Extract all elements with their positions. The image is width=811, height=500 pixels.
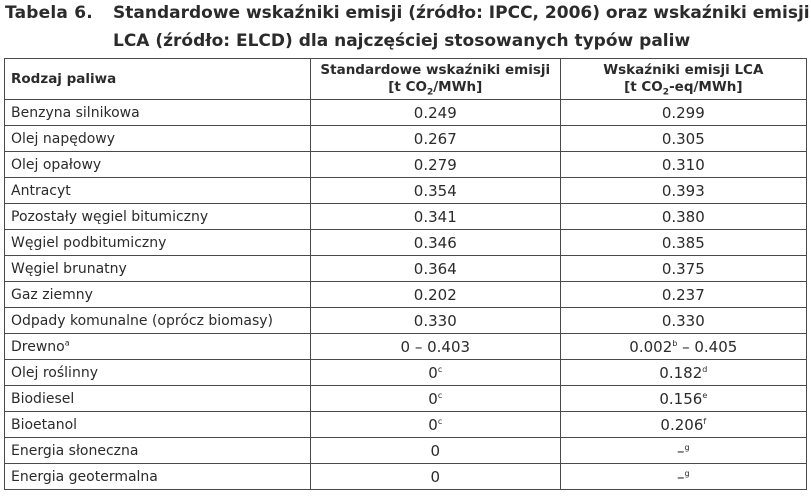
standard-factor-cell [310,334,560,360]
standard-factor-cell [310,412,560,438]
lca-factor-cell [560,438,806,464]
fuel-type-cell [5,256,311,282]
fuel-type-name: Drewno [11,338,65,355]
lca-factor-value: 0.299 [661,103,705,122]
fuel-type-cell [5,308,311,334]
standard-factor-value: 0 [428,415,438,434]
fuel-type-name: Energia geotermalna [11,468,158,485]
lca-factor-cell [560,152,806,178]
lca-factor-cell [560,256,806,282]
table-row [5,308,807,334]
standard-factor-cell [310,152,560,178]
lca-factor-value: 0.237 [661,285,705,304]
fuel-type-name: Biodiesel [11,390,75,407]
lca-factor-value: 0.156 [659,389,703,408]
fuel-type-name: Węgiel brunatny [11,260,127,277]
header-fuel-type-label: Rodzaj paliwa [11,70,117,87]
header-standard-factors [310,59,560,100]
standard-factor-cell [310,178,560,204]
table-caption [0,0,811,56]
lca-factor-value: 0.380 [661,207,705,226]
footnote-marker: c [437,390,443,400]
standard-factor-cell [310,256,560,282]
fuel-type-name: Gaz ziemny [11,286,93,303]
standard-factor-value: 0.279 [413,155,457,174]
lca-factor-cell [560,360,806,386]
footnote-marker: a [64,337,70,347]
standard-factor-value: 0 – 0.403 [400,337,471,356]
lca-factor-value: 0.330 [661,311,705,330]
fuel-type-name: Bioetanol [11,416,78,433]
fuel-type-cell [5,386,311,412]
fuel-type-cell [5,126,311,152]
standard-factor-cell [310,100,560,126]
table-row [5,464,807,490]
header-lca-factors [560,59,806,100]
lca-factor-value: 0.182 [659,363,703,382]
lca-factor-cell [560,386,806,412]
fuel-type-cell [5,464,311,490]
unit-suffix: -eq/MWh] [669,79,743,95]
table-row [5,230,807,256]
standard-factor-cell [310,282,560,308]
lca-factor-value: – [677,467,685,486]
lca-factor-value: 0.305 [661,129,705,148]
footnote-marker: e [702,390,708,400]
table-header [5,59,807,100]
fuel-type-name: Benzyna silnikowa [11,104,140,121]
fuel-type-name: Olej roślinny [11,364,98,381]
fuel-type-cell [5,230,311,256]
footnote-marker: g [684,442,690,452]
fuel-type-cell [5,282,311,308]
header-lca-title: Wskaźniki emisji LCA [603,62,764,78]
header-fuel-type [5,59,311,100]
header-row [5,59,807,100]
lca-factor-cell [560,334,806,360]
fuel-type-cell [5,152,311,178]
header-standard-title: Standardowe wskaźniki emisji [320,62,551,78]
caption-title-line2: LCA (źródło: ELCD) dla najczęściej stosowanych typów paliw [113,31,691,51]
fuel-type-cell [5,100,311,126]
lca-factor-value: 0.375 [661,259,705,278]
standard-factor-cell [310,204,560,230]
unit-prefix: [t CO [624,79,663,95]
table-row [5,386,807,412]
unit-subscript: 2 [662,87,670,98]
fuel-type-name: Antracyt [11,182,71,199]
standard-factor-cell [310,126,560,152]
fuel-type-name: Energia słoneczna [11,442,139,459]
fuel-type-cell [5,334,311,360]
standard-factor-value: 0 [428,363,438,382]
standard-factor-cell [310,464,560,490]
lca-factor-value: 0.310 [661,155,705,174]
lca-factor-cell [560,178,806,204]
header-standard-unit [388,79,483,98]
standard-factor-value: 0 [430,441,441,460]
standard-factor-value: 0 [428,389,438,408]
standard-factor-cell [310,438,560,464]
lca-factor-cell [560,282,806,308]
caption-title-line1: Standardowe wskaźniki emisji (źródło: IPCC, 2006) oraz wskaźniki emisji [113,3,810,23]
standard-factor-value: 0.364 [413,259,457,278]
table-row [5,126,807,152]
fuel-type-cell [5,204,311,230]
lca-factor-cell [560,308,806,334]
fuel-type-name: Węgiel podbitumiczny [11,234,167,251]
header-lca-unit [624,79,743,98]
fuel-type-cell [5,438,311,464]
standard-factor-value: 0.202 [413,285,457,304]
standard-factor-value: 0.249 [413,103,457,122]
fuel-type-cell [5,360,311,386]
unit-subscript: 2 [426,87,434,98]
table-row [5,360,807,386]
standard-factor-value: 0.341 [413,207,457,226]
standard-factor-value: 0 [430,467,441,486]
table-row [5,282,807,308]
standard-factor-cell [310,386,560,412]
lca-factor-value: 0.393 [661,181,705,200]
lca-factor-cell [560,126,806,152]
lca-factor-range-end: – 0.405 [677,337,738,356]
table-number: Tabela 6. [5,3,93,23]
fuel-type-name: Olej opałowy [11,156,102,173]
fuel-type-cell [5,412,311,438]
standard-factor-value: 0.330 [413,311,457,330]
table-row [5,438,807,464]
lca-factor-cell [560,464,806,490]
lca-factor-value: – [677,441,685,460]
fuel-type-name: Olej napędowy [11,130,116,147]
standard-factor-cell [310,230,560,256]
unit-suffix: /MWh] [433,79,483,95]
lca-factor-cell [560,412,806,438]
table-row [5,204,807,230]
footnote-marker: g [684,468,690,478]
footnote-marker: c [437,364,443,374]
footnote-marker: c [437,416,443,426]
footnote-marker: f [703,416,707,426]
standard-factor-value: 0.267 [413,129,457,148]
table-row [5,178,807,204]
fuel-type-name: Odpady komunalne (oprócz biomasy) [11,312,273,329]
table-row [5,256,807,282]
lca-factor-value: 0.206 [660,415,704,434]
lca-factor-cell [560,204,806,230]
lca-factor-value: 0.002 [629,337,673,356]
standard-factor-value: 0.354 [413,181,457,200]
lca-factor-cell [560,230,806,256]
standard-factor-value: 0.346 [413,233,457,252]
table-row [5,100,807,126]
table-row [5,152,807,178]
standard-factor-cell [310,308,560,334]
table-body [5,100,807,490]
lca-factor-value: 0.385 [661,233,705,252]
standard-factor-cell [310,360,560,386]
unit-prefix: [t CO [388,79,427,95]
footnote-marker: b [672,338,678,348]
table-row [5,412,807,438]
fuel-type-cell [5,178,311,204]
table-row [5,334,807,360]
fuel-type-name: Pozostały węgiel bitumiczny [11,208,209,225]
footnote-marker: d [702,364,708,374]
emission-factors-table [4,58,807,490]
lca-factor-cell [560,100,806,126]
